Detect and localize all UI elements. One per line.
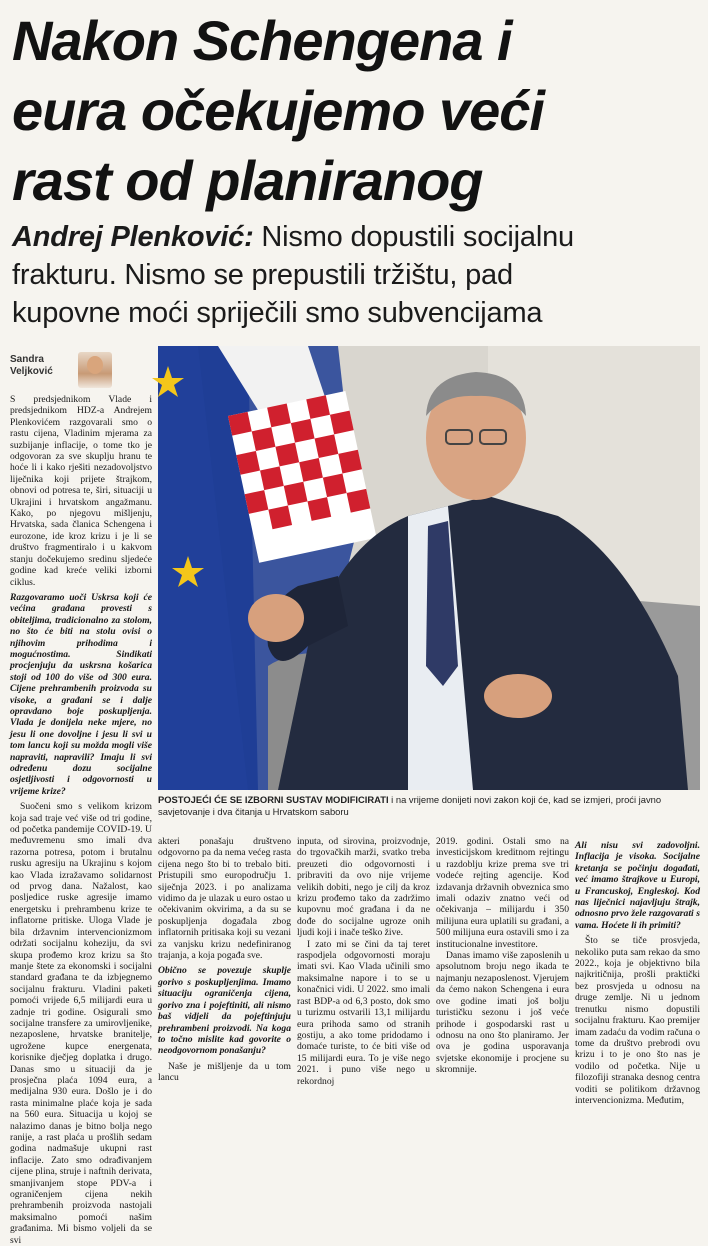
article-paragraph: S predsjednikom Vlade i predsjednikom HDZ-a Andrejem Plenkovićem razgovarali smo o rastu cijena, Vladinim mjerama za suzbijanje inflacije, o tome tko je odgovoran za sve skuplju hranu te hoće li i kako rješiti nezadovoljstvo liječnika koji prijete štrajkom, obnovi od potresa te, širi, situaciji u Ukrajini i hrvatskom angažmanu. Kako, po njegovu mišljenju, Hrvatska, sada članica Schengena i eurozone, ide kroz krizu i je li se društvo fragmentiralo i u kakvom stanju dočekujemo sredinu sljedeće godine kad kreće veliki izborni ciklus. — [10, 394, 152, 588]
article-paragraph: inputa, od sirovina, proizvodnje, do trgovačkih marži, svatko treba preuzeti dio odgovornosti i pribraviti da ovo nije vrijeme velikih dobiti, nego je cilj da kroz krizu prođemo tako da zadržimo kupovnu moć građana i da ne dođe do socijalne ugroze onih ljudi koji i inače teško žive. — [297, 836, 430, 939]
article-paragraph: Danas imamo više zaposlenih u apsolutnom broju nego ikada te najmanju nezaposlenost. Vjerujem da ćemo nakon Schengena i eura ove godine imati još bolju turističku sezonu i još veće prihode i gospodarski rast u odnosu na ono što planiramo. Jer ova je godina usporavanja svjetske ekonomije i procjene su skromnije. — [436, 950, 569, 1076]
article-paragraph: I zato mi se čini da taj teret raspodjela odgovornosti moraju imati svi. Kao Vlada učinili smo maksimalne napore i to se u konačnici vidi. U 2022. smo imali rast BDP-a od 6,3 posto, dok smo u turizmu ostvarili 13,1 milijardu eura prihoda samo od stranih gostiju, a ako tome pridodamo i domaće turiste, to će biti više od 15 milijardi eura. To je više nego 2021. i puno više nego u rekordnoj — [297, 938, 430, 1087]
article-paragraph: Suočeni smo s velikom krizom koja sad traje već više od tri godine, od početka pandemije COVID-19. U međuvremenu smo imali dva razorna potresa, potom i brutalnu rusku agresiju na Ukrajinu s kojom kao Vlada izražavamo solidarnost od prvog dana. Nažalost, kao posljedice ruske agresije imamo energetsku i prehrambenu krize te inflatorne pritiske. Uloga Vlade je bila državnim intervencionizmom održati socijalnu koheziju, da svi skupa prođemo kroz krizu sa što manje štete za ekonomski i socijalni standard građana te da izbjegnemo socijalnu frakturu. Vladini paketi pomoći vrijede 6,5 milijardi eura u zadnje tri godine. Osigurali smo socijalne transfere za umirovljenike, nezaposlene, hrvatske branitelje, ugrožene kupce energenata, korisnike dječjeg doplatka i drugo. Danas smo u situaciji da je prosječna plaća 1094 eura, a medijalna 930 eura. Došlo je i do rasta minimalne plaće koja je sada na 560 eura. Situacija u kojoj se nalazimo danas je bitno bolja nego ranije, a rast plaća u prošlih sedam godina nadmašuje ukupni rast inflacije. Zato smo odrađivanjem cijene plina, struje i naftnih derivata, smanjivanjem stope PDV-a i ograničenjem cijena nekih prehrambenih proizvoda nastojali maksimalno pomoći našim građanima. Mi bismo voljeli da se svi — [10, 801, 152, 1246]
subheadline-line-1-text: Nismo dopustili socijalnu — [253, 221, 574, 253]
author-last-name: Veljković — [10, 366, 53, 377]
article-paragraph: 2019. godini. Ostali smo na investicijskom kreditnom rejtingu u razdoblju krize prema sve tri vodeće rejting agencije. Kod izdavanja državnih obveznica smo imali odaziv znatno veći od očekivanja – milijardu i 350 milijuna eura uplatili su građani, a 500 milijuna eura ostavili smo i za institucionalne investitore. — [436, 836, 569, 950]
interview-question: Obično se povezuje skuplje gorivo s poskupljenjima. Imamo situaciju ograničenja cijena, gorivo zna i pojeftiniti, ali nismo baš vidjeli da pojeftinjuju prehrambeni proizvodi. Na koga to točno mislite kad govorite o neodgovornom ponašanju? — [158, 965, 291, 1057]
caption-text: i na vrijeme donijeti novi zakon koji će, kad se izmjeri, proći javno savjetovanje i dva čitanja u Hrvatskom saboru — [158, 794, 662, 817]
article-paragraph: Naše je mišljenje da u tom lancu — [158, 1060, 291, 1084]
headline-line-3: rast od planiranog — [12, 149, 483, 212]
article-column-3 — [297, 836, 430, 1087]
headline — [12, 6, 702, 216]
article-column-2 — [158, 836, 291, 1084]
article-paragraph: Što se tiče prosvjeda, nekoliko puta sam rekao da smo 2022., koja je objektivno bila najkritičnija, prošli praktički bez prosvjeda u odnosu na druge zemlje. Ni u jednom trenutku nismo dopustili socijalnu frakturu. Kao premijer imam zadaću da vodim računa o tome da društvo prebrodi ovu krizu i to je ono što nas je vodilo od početka. Nije u filozofiji stranaka desnog centra voditi se politikom državnog intervencionizma. Međutim, — [575, 935, 700, 1106]
subheadline-line-3: kupovne moći spriječili smo subvencijama — [12, 297, 543, 329]
article-column-1 — [10, 394, 152, 1246]
subheadline-line-2: frakturu. Nismo se prepustili tržištu, pad — [12, 259, 513, 291]
article-column-4 — [436, 836, 569, 1076]
author-first-name: Sandra — [10, 354, 44, 365]
article-photo — [158, 346, 700, 790]
subheadline — [12, 218, 702, 332]
headline-line-2: eura očekujemo veći — [12, 79, 544, 142]
author-byline — [10, 352, 150, 392]
photo-caption — [158, 794, 700, 818]
article-column-5 — [575, 836, 700, 1106]
subheadline-line-1 — [12, 218, 702, 256]
caption-lead: POSTOJEĆI ĆE SE IZBORNI SUSTAV MODIFICIRATI — [158, 794, 389, 805]
photo-illustration — [158, 346, 700, 790]
interview-question: Razgovaramo uoči Uskrsa koji će većina građana provesti s obitelјima, tradicionalno za stolom, no što će biti na stolu ovisi o njihovim prihodima i mogućnostima. Sindikati procjenjuju da uskrsna košarica stoji od 100 do više od 300 eura. Cijene prehrambenih proizvoda su visoke, a građani se i dalje opravdano boje poskupljenja. Vlada je donijela neke mjere, no jesu li one dovoljne i jesu li svi u tom lancu koji su možda mogli više napraviti, napravili? Imaju li svi određenu dozu socijalne osjetljivosti i odgovornosti u vrijeme krize? — [10, 591, 152, 797]
author-name — [10, 354, 53, 378]
speaker-name: Andrej Plenković: — [12, 221, 254, 253]
interview-question: Ali nisu svi zadovoljni. Inflacija je visoka. Socijalne kretanja se počinju događati, već imamo štrajkove u Europi, u Francuskoj, Engleskoj. Kod nas liječnici najavljuju štrajk, odnosno prvo žele razgovarati s vama. Hoćete li ih primiti? — [575, 840, 700, 931]
author-avatar — [78, 352, 112, 388]
headline-line-1: Nakon Schengena i — [12, 9, 512, 72]
article-paragraph: akteri ponašaju društveno odgovorno pa da nema većeg rasta cijena nego što bi to trebalo biti. Pristupili smo europodručju 1. siječnja 2023. i po analizama vidimo da je ulazak u euro ostao u očekivanim okvirima, a da su se poskupljenja događala zbog inflatornih pritisaka koji su vezani za vanjsku krizu nedefiniranog trajanja, a koja pogađa sve. — [158, 836, 291, 962]
